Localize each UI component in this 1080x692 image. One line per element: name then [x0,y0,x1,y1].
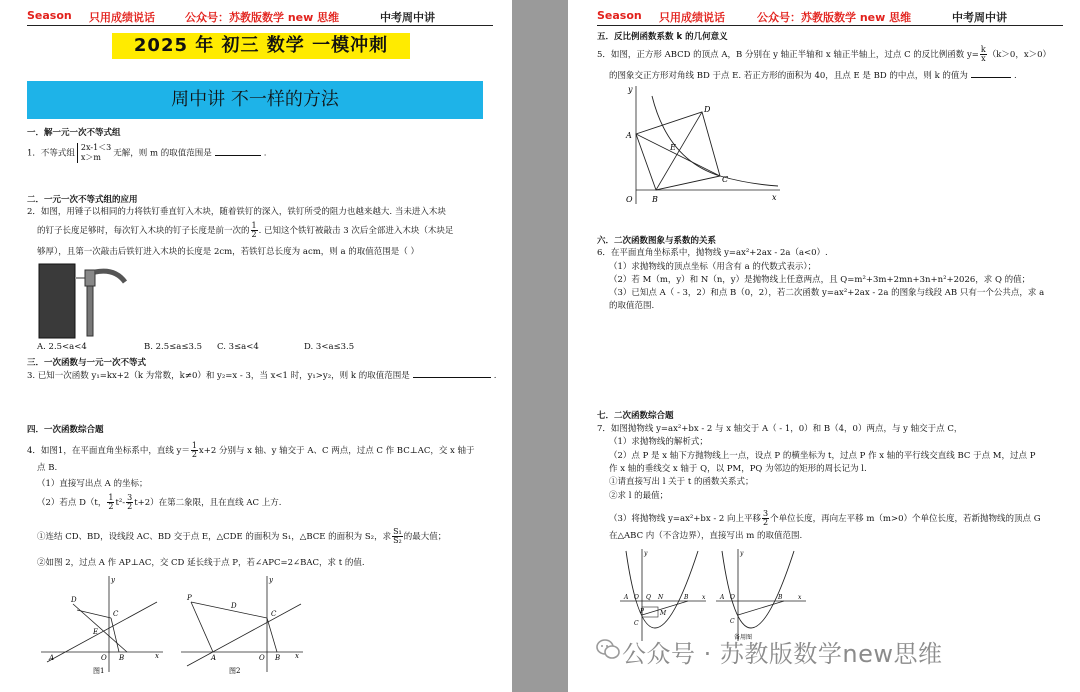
figure-2-caption: 图2 [229,667,241,675]
hammer-nail-figure [37,262,129,340]
svg-text:x: x [772,193,777,202]
answer-blank [971,69,1011,78]
svg-text:C: C [271,610,277,618]
section-heading: 六．二次函数图象与系数的关系 [597,236,717,246]
option-d[interactable]: D. 3<a≤3.5 [304,342,355,352]
svg-text:y: y [269,576,273,584]
svg-text:x: x [295,652,299,660]
lecture-banner: 周中讲 不一样的方法 [27,81,483,119]
parabola-figures [618,545,818,645]
question-6-part: 的取值范围. [609,301,655,311]
svg-text:C: C [634,620,639,627]
question-2-line: 够厚），且第一次敲击后铁钉进入木块的长度是 2cm，若铁钉总长度为 acm，则 a 的取值范围是（ ） [37,247,419,257]
question-7-part: 在△ABC 内（不含边界），直接写出 m 的取值范围. [609,531,803,541]
parabola-backup [722,551,794,628]
question-6-part: （3）已知点 A（ - 3，2）和点 B（0，2），若二次函数 y=ax²+2ax - 2a 的图象与线段 AB 只有一个公共点，求 a [609,288,1045,298]
svg-text:B: B [119,654,125,662]
question-5-line: 5．如图，正方形 ABCD 的顶点 A，B 分别在 y 轴正半轴和 x 轴正半轴上，过点 C 的反比例函数 y= $\frac{k}{x}$ （k＞0，x＞0） [597,45,1052,63]
hammer-head [85,270,95,286]
question-6-part: （2）若 M（m，y）和 N（n，y）是抛物线上任意两点，且 Q=m²+3m+2mn+3n+n²+2026，求 Q 的值； [609,275,1031,285]
svg-text:C: C [730,618,735,625]
answer-blank [413,369,491,378]
square-hyperbola-figure [608,82,783,208]
header-slogan: 只用成绩说话 [659,11,725,24]
svg-text:Q: Q [646,594,651,601]
svg-text:x: x [798,594,802,601]
header-series: 中考周中讲 [380,11,435,24]
svg-text:A: A [624,594,629,601]
svg-text:C: C [113,610,119,618]
wechat-icon [596,638,620,660]
figure-1 [37,572,167,678]
svg-text:O: O [730,594,735,601]
svg-text:N: N [658,594,664,601]
question-7-part: （2）点 P 是 x 轴下方抛物线上一点，设点 P 的横坐标为 t，过点 P 作 x 轴的平行线交直线 BC 于点 M，过点 P [609,451,1036,461]
question-6-line: 6．在平面直角坐标系中，抛物线 y=ax²+2ax - 2a（a<0）. [597,248,828,258]
header-brand: Season [597,9,642,22]
hammer-handle [87,286,93,336]
svg-text:D: D [704,105,711,114]
question-6-part: （1）求抛物线的顶点坐标（用含有 a 的代数式表示）； [609,262,817,272]
svg-text:P: P [187,594,192,602]
page-header [27,9,497,23]
svg-text:E: E [93,628,99,636]
header-account: 公众号：苏教版数学 new 思维 [757,11,912,24]
header-series: 中考周中讲 [952,11,1007,24]
question-4-line: 4．如图1，在平面直角坐标系中，直线 y＝ $\frac{1}{2}$ x+2 分别与 x 轴、y 轴交于 A、C 两点，过点 C 作 BC⊥AC，交 x 轴于 [27,441,475,459]
svg-text:y: y [628,85,633,94]
page-title: 2025 年 初三 数学 一模冲刺 [112,33,410,59]
question-7-line: 7．如图抛物线 y=ax²+bx - 2 与 x 轴交于 A（ - 1，0）和 B（4，0）两点，与 y 轴交于点 C， [597,424,963,434]
section-heading: 二．一元一次不等式组的应用 [27,195,138,205]
header-brand: Season [27,9,72,22]
answer-blank [215,147,261,156]
svg-text:A: A [49,654,55,662]
svg-text:P: P [640,608,645,615]
question-5-line: 的图象交正方形对角线 BD 于点 E. 若正方形的面积为 40，且点 E 是 BD 的中点，则 k 的值为 . [609,71,1017,81]
backup-figure-caption: 备用图 [734,634,753,641]
watermark: 公众号 · 苏教版数学new思维 [622,640,943,668]
svg-text:A: A [211,654,217,662]
header-rule [27,25,493,26]
svg-text:O: O [634,594,639,601]
svg-text:y: y [740,550,744,557]
question-7-subpart: ②求 l 的最值； [609,491,669,501]
option-a[interactable]: A. 2.5<a<4 [37,342,87,352]
question-7-subpart: ①请直接写出 l 关于 t 的函数关系式； [609,477,754,487]
page-gutter [512,0,568,692]
hammer-claw [95,271,125,282]
section-heading: 三．一次函数与一元一次不等式 [27,358,147,368]
svg-text:B: B [778,594,783,601]
question-2-line: 的钉子长度足够时，每次钉入木块的钉子长度是前一次的 $\frac{1}{2}$ . 已知这个铁钉被敲击 3 次后全部进入木块（木块足 [37,221,454,239]
question-3: 3. 已知一次函数 y₁=kx+2（k 为常数，k≠0）和 y₂=x - 3，当 x<1 时，y₁>y₂，则 k 的取值范围是 . [27,371,497,381]
svg-text:A: A [626,131,632,140]
svg-text:O: O [101,654,107,662]
page-header [597,9,1067,23]
option-c[interactable]: C. 3≤a<4 [217,342,259,352]
svg-text:E: E [670,143,676,152]
option-b[interactable]: B. 2.5≤a≤3.5 [144,342,202,352]
svg-text:y: y [644,550,648,557]
section-heading: 五．反比例函数系数 k 的几何意义 [597,32,728,42]
figure-1-caption: 图1 [93,667,105,675]
svg-text:O: O [259,654,265,662]
figure-2 [177,572,307,678]
question-1: 1．不等式组 2x-1＜3 x＞m 无解，则 m 的取值范围是 . [27,143,267,162]
square-abcd [636,112,720,190]
header-rule [597,25,1063,26]
question-7-part: （3）将抛物线 y=ax²+bx - 2 向上平移 $\frac{3}{2}$ 个单位长度，再向左平移 m（m>0）个单位长度，若新抛物线的顶点 G [609,509,1041,527]
question-4-subpart: ②如图 2，过点 A 作 AP⊥AC，交 CD 延长线于点 P，若∠APC=2∠BAC，求 t 的值. [37,558,365,568]
question-4-subpart: ①连结 CD、BD，设线段 AC、BD 交于点 E，△CDE 的面积为 S₁，△BCE 的面积为 S₂，求 $\frac{\text{S₁}}{\text{S₂}}$ 的最大值； [37,527,447,545]
question-2-line: 2．如图，用锤子以相同的力将铁钉垂直钉入木块，随着铁钉的深入，铁钉所受的阻力也越来越大. 当未进入木块 [27,207,446,217]
svg-text:A: A [720,594,725,601]
hyperbola [652,96,778,186]
svg-text:y: y [111,576,115,584]
svg-text:B: B [684,594,689,601]
header-account: 公众号：苏教版数学 new 思维 [185,11,340,24]
header-slogan: 只用成绩说话 [89,11,155,24]
question-7-part: 作 x 轴的垂线交 x 轴于 Q，以 PM，PQ 为邻边的矩形的周长记为 l. [609,464,867,474]
question-4-line: 点 B. [37,463,58,473]
wood-block [39,264,75,338]
svg-text:B: B [652,195,658,204]
inequality-system: 2x-1＜3 x＞m [77,143,111,163]
section-heading: 七．二次函数综合题 [597,411,674,421]
left-page [0,0,512,692]
svg-text:D: D [231,602,237,610]
svg-text:C: C [722,175,729,184]
section-heading: 一．解一元一次不等式组 [27,128,121,138]
svg-text:B: B [275,654,281,662]
question-4-part: （2）若点 D（t， $\frac{1}{2}$ t²- $\frac{3}{2}$ t+2）在第二象限，且在直线 AC 上方. [37,493,282,511]
question-7-part: （1）求抛物线的解析式； [609,437,708,447]
svg-text:M: M [660,610,667,617]
question-4-part: （1）直接写出点 A 的坐标； [37,479,148,489]
right-page [568,0,1080,692]
svg-text:D: D [71,596,77,604]
svg-text:x: x [702,594,706,601]
section-heading: 四．一次函数综合题 [27,425,104,435]
svg-text:x: x [155,652,159,660]
svg-text:O: O [626,195,633,204]
